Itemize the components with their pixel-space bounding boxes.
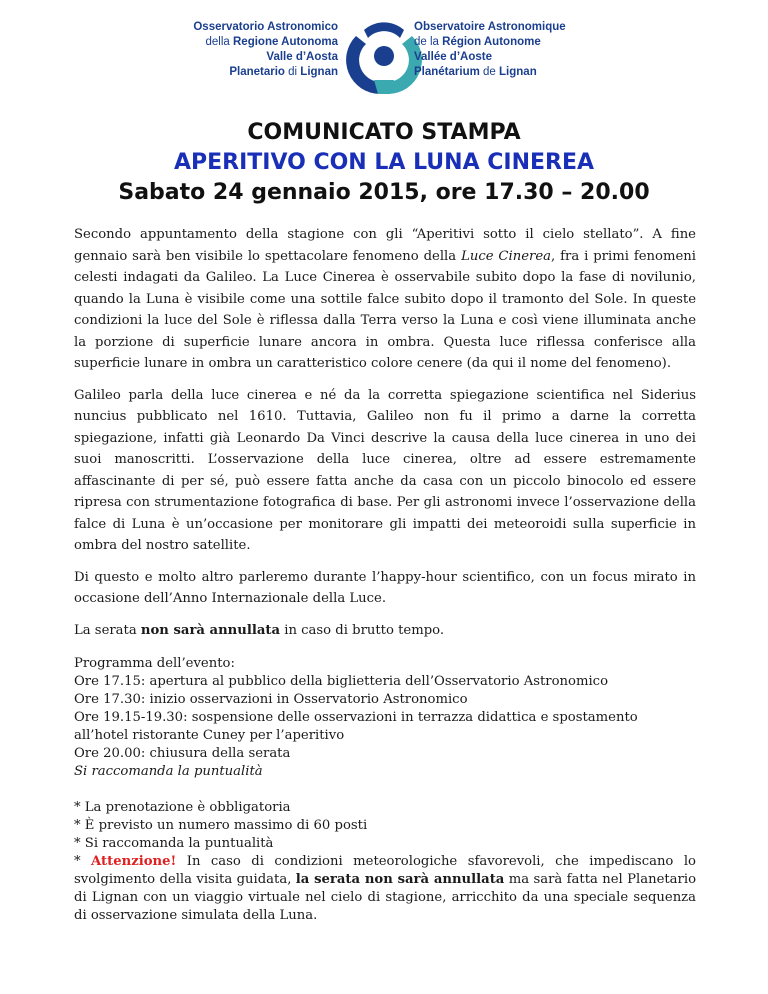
program-section (74, 655, 696, 781)
program-item: Ore 20.00: chiusura della serata (74, 746, 291, 761)
body-content (74, 224, 696, 925)
event-date: Sabato 24 gennaio 2015, ore 17.30 – 20.00 (118, 180, 650, 205)
paragraph-weather: La serata non sarà annullata in caso di brutto tempo. (74, 622, 445, 638)
note-item: * È previsto un numero massimo di 60 posti (74, 818, 368, 833)
note-item: * Si raccomanda la puntualità (74, 836, 274, 851)
program-note: Si raccomanda la puntualità (74, 764, 263, 779)
program-heading: Programma dell’evento: (74, 656, 235, 671)
paragraph-galileo: Galileo parla della luce cinerea e né da la corretta spiegazione scientifica nel Siderius nuncius pubblicato nel 1610. Tuttavia, Galileo non fu il primo a darne la corretta spiegazione, infatti già Leonardo Da Vinci descrive la causa della luce cinerea in uno dei suoi manoscritti. L’osservazione della luce cinerea, oltre ad essere estremamente affascinante di per sé, può essere fatta anche da casa con un piccolo binocolo ed essere ripresa con strumentazione fotografica di base. Per gli astronomi invece l’osservazione della falce di Luna è un’occasione per monitorare gli impatti dei meteoroidi sulla superficie in ombra del nostro satellite. (74, 387, 696, 553)
notes-section (74, 799, 696, 925)
letterhead (0, 18, 768, 98)
warning-note: * Attenzione! In caso di condizioni meteorologiche sfavorevoli, che impediscano lo svolgimento della visita guidata, la serata non sarà annullata ma sarà fatta nel Planetario di Lignan con un viaggio virtuale nel cielo di stagione, arricchito da una speciale sequenza di osservazione simulata della Luna. (74, 854, 697, 923)
observatory-name-it: Osservatorio Astronomico (193, 21, 338, 33)
title-block (0, 118, 768, 208)
paragraph-happy-hour: Di questo e molto altro parleremo durante l’happy-hour scientifico, con un focus mirato in occasione dell’Anno Internazionale della Luce. (74, 569, 696, 606)
document-type: COMUNICATO STAMPA (247, 120, 521, 145)
program-item: Ore 17.30: inizio osservazioni in Osservatorio Astronomico (74, 692, 468, 707)
warning-label: Attenzione! (91, 854, 177, 869)
program-item: Ore 19.15-19.30: sospensione delle osservazioni in terrazza didattica e spostamento all’hotel ristorante Cuney per l’aperitivo (74, 710, 638, 743)
observatory-name-fr: Observatoire Astronomique (414, 21, 566, 33)
paragraph-intro: Secondo appuntamento della stagione con gli “Aperitivi sotto il cielo stellato”. A fine gennaio sarà ben visibile lo spettacolare fenomeno della Luce Cinerea, fra i primi fenomeni celesti indagati da Galileo. La Luce Cinerea è osservabile subito dopo la fase di novilunio, quando la Luna è visibile come una sottile falce subito dopo il tramonto del Sole. In queste condizioni la luce del Sole è riflessa dalla Terra verso la Luna e così viene illuminata anche la porzione di superficie lunare ancora in ombra. Questa luce riflessa conferisce alla superficie lunare in ombra un caratteristico colore cenere (da qui il nome del fenomeno). (74, 227, 696, 371)
note-item: * La prenotazione è obbligatoria (74, 800, 291, 815)
program-item: Ore 17.15: apertura al pubblico della biglietteria dell’Osservatorio Astronomico (74, 674, 609, 689)
letterhead-italian: Osservatorio Astronomico della Regione Autonoma Valle d’Aosta Planetario di Lignan (193, 21, 338, 78)
observatory-logo-icon (344, 18, 424, 98)
letterhead-french: Observatoire Astronomique de la Région Autonome Vallée d’Aoste Planétarium de Lignan (414, 21, 566, 78)
event-title: APERITIVO CON LA LUNA CINEREA (173, 150, 595, 175)
